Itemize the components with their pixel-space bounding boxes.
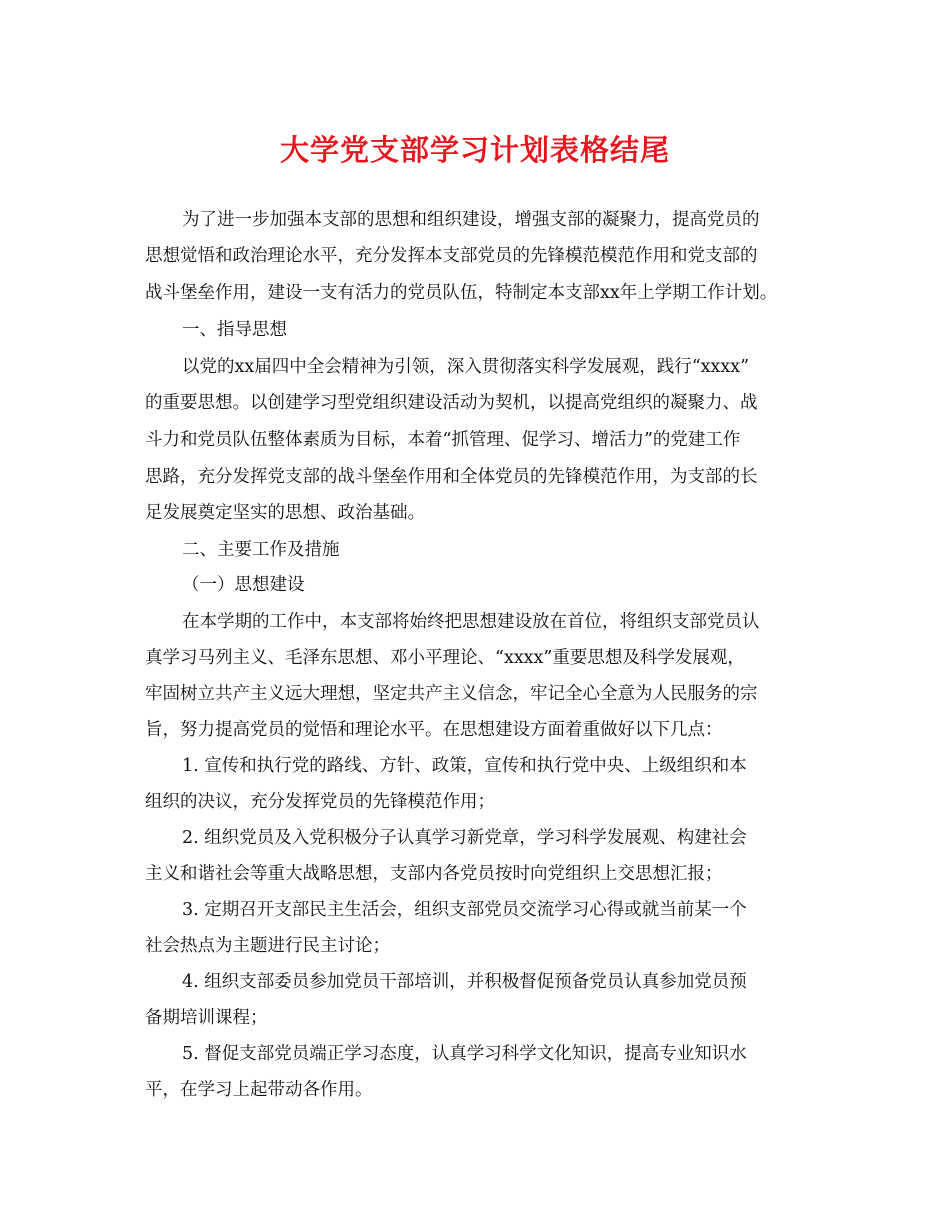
paragraph-line: 足发展奠定坚实的思想、政治基础。 [145,503,425,523]
paragraph-line: 的重要思想。以创建学习型党组织建设活动为契机，以提高党组织的凝聚力、战 [145,393,758,413]
list-item-line: 2. 组织党员及入党积极分子认真学习新党章，学习科学发展观、构建社会 [182,828,747,848]
subsection-heading: （一）思想建设 [182,575,305,595]
paragraph-line: 旨，努力提高党员的觉悟和理论水平。在思想建设方面着重做好以下几点： [145,720,723,740]
document-title: 大学党支部学习计划表格结尾 [279,133,670,167]
paragraph-line: 牢固树立共产主义远大理想，坚定共产主义信念，牢记全心全意为人民服务的宗 [145,684,758,704]
paragraph-line: 为了进一步加强本支部的思想和组织建设，增强支部的凝聚力，提高党员的 [182,210,760,230]
paragraph-line: 在本学期的工作中，本支部将始终把思想建设放在首位，将组织支部党员认 [182,612,760,632]
list-item-line: 组织的决议，充分发挥党员的先锋模范作用； [145,792,495,812]
list-item-line: 主义和谐社会等重大战略思想，支部内各党员按时向党组织上交思想汇报； [145,864,723,884]
paragraph-line: 真学习马列主义、毛泽东思想、邓小平理论、“xxxx”重要思想及科学发展观， [145,648,745,668]
paragraph-line: 以党的xx届四中全会精神为引领，深入贯彻落实科学发展观，践行“xxxx” [182,357,750,377]
list-item-line: 社会热点为主题进行民主讨论； [145,936,390,956]
section-heading: 一、指导思想 [182,320,287,340]
list-item-line: 3. 定期召开支部民主生活会，组织支部党员交流学习心得或就当前某一个 [182,900,747,920]
paragraph-line: 斗力和党员队伍整体素质为目标，本着“抓管理、促学习、增活力”的党建工作 [145,430,741,450]
list-item-line: 平，在学习上起带动各作用。 [145,1080,373,1100]
paragraph-line: 战斗堡垒作用，建设一支有活力的党员队伍，特制定本支部xx年上学期工作计划。 [145,283,778,303]
list-item-line: 5. 督促支部党员端正学习态度，认真学习科学文化知识，提高专业知识水 [182,1044,747,1064]
list-item-line: 4. 组织支部委员参加党员干部培训，并积极督促预备党员认真参加党员预 [182,972,747,992]
paragraph-line: 思想觉悟和政治理论水平，充分发挥本支部党员的先锋模范模范作用和党支部的 [145,246,758,266]
paragraph-line: 思路，充分发挥党支部的战斗堡垒作用和全体党员的先锋模范作用，为支部的长 [145,467,758,487]
section-heading: 二、主要工作及措施 [182,540,340,560]
list-item-line: 备期培训课程； [145,1008,268,1028]
list-item-line: 1. 宣传和执行党的路线、方针、政策，宣传和执行党中央、上级组织和本 [182,756,747,776]
